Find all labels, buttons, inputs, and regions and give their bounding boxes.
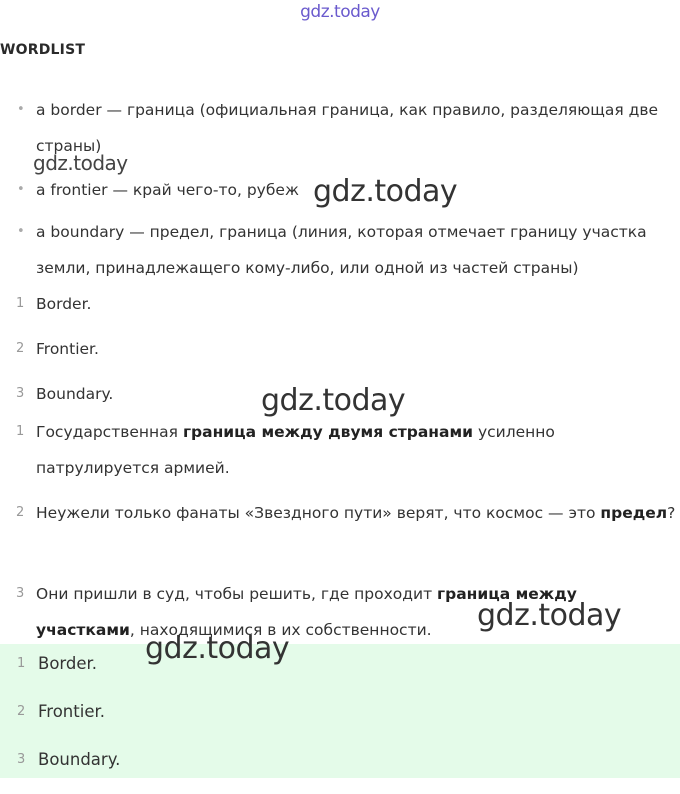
item-number: 2 bbox=[16, 341, 25, 356]
answer-list bbox=[0, 650, 120, 794]
item-text: Boundary. bbox=[36, 385, 114, 403]
word-definition: a frontier — край чего-то, рубеж bbox=[36, 181, 299, 199]
answer-text: Frontier. bbox=[38, 702, 105, 721]
list-item bbox=[0, 495, 680, 567]
item-number: 3 bbox=[17, 752, 26, 767]
list-item bbox=[0, 650, 120, 678]
sentence-text: ? bbox=[667, 504, 676, 522]
word-definition: a boundary — предел, граница (линия, которая отмечает границу участка земли, принадлежащего кому-либо, или одной из частей страны) bbox=[36, 223, 647, 277]
bullet-icon: • bbox=[17, 182, 25, 197]
sentence-text: , находящимися в их собственности. bbox=[129, 621, 432, 639]
list-item bbox=[0, 214, 680, 286]
highlighted-phrase: граница между участками bbox=[36, 585, 577, 639]
list-item bbox=[0, 414, 680, 486]
answer-text: Border. bbox=[38, 654, 98, 673]
list-item bbox=[0, 290, 680, 318]
list-item bbox=[0, 335, 680, 363]
sentence-text: Государственная bbox=[36, 423, 183, 441]
item-text: Frontier. bbox=[36, 340, 99, 358]
watermark: gdz.today bbox=[477, 598, 622, 633]
bullet-icon: • bbox=[17, 224, 25, 239]
answer-text: Boundary. bbox=[38, 750, 121, 769]
sentence-text: усиленно патрулируется армией. bbox=[36, 423, 555, 477]
watermark: gdz.today bbox=[145, 631, 290, 666]
list-item bbox=[0, 746, 120, 774]
highlighted-phrase: граница между двумя странами bbox=[182, 423, 474, 441]
item-number: 3 bbox=[16, 386, 25, 401]
site-link[interactable]: gdz.today bbox=[300, 2, 380, 22]
item-number: 1 bbox=[16, 296, 25, 311]
word-definition: a border — граница (официальная граница, как правило, разделяющая две страны) bbox=[36, 101, 659, 155]
bullet-icon: • bbox=[17, 102, 25, 117]
item-number: 2 bbox=[16, 505, 25, 520]
item-number: 1 bbox=[17, 656, 26, 671]
answer-box bbox=[0, 644, 680, 778]
section-title: WORDLIST bbox=[0, 42, 86, 58]
watermark: gdz.today bbox=[261, 383, 406, 418]
item-text: Border. bbox=[36, 295, 92, 313]
list-item bbox=[0, 698, 120, 726]
watermark: gdz.today bbox=[33, 151, 128, 175]
item-number: 1 bbox=[16, 424, 25, 439]
highlighted-phrase: предел bbox=[600, 504, 668, 522]
item-number: 2 bbox=[17, 704, 26, 719]
watermark: gdz.today bbox=[313, 174, 458, 209]
sentence-text: Они пришли в суд, чтобы решить, где проходит bbox=[36, 585, 438, 603]
sentence-text: Неужели только фанаты «Звездного пути» верят, что космос — это bbox=[36, 504, 601, 522]
item-number: 3 bbox=[16, 586, 25, 601]
